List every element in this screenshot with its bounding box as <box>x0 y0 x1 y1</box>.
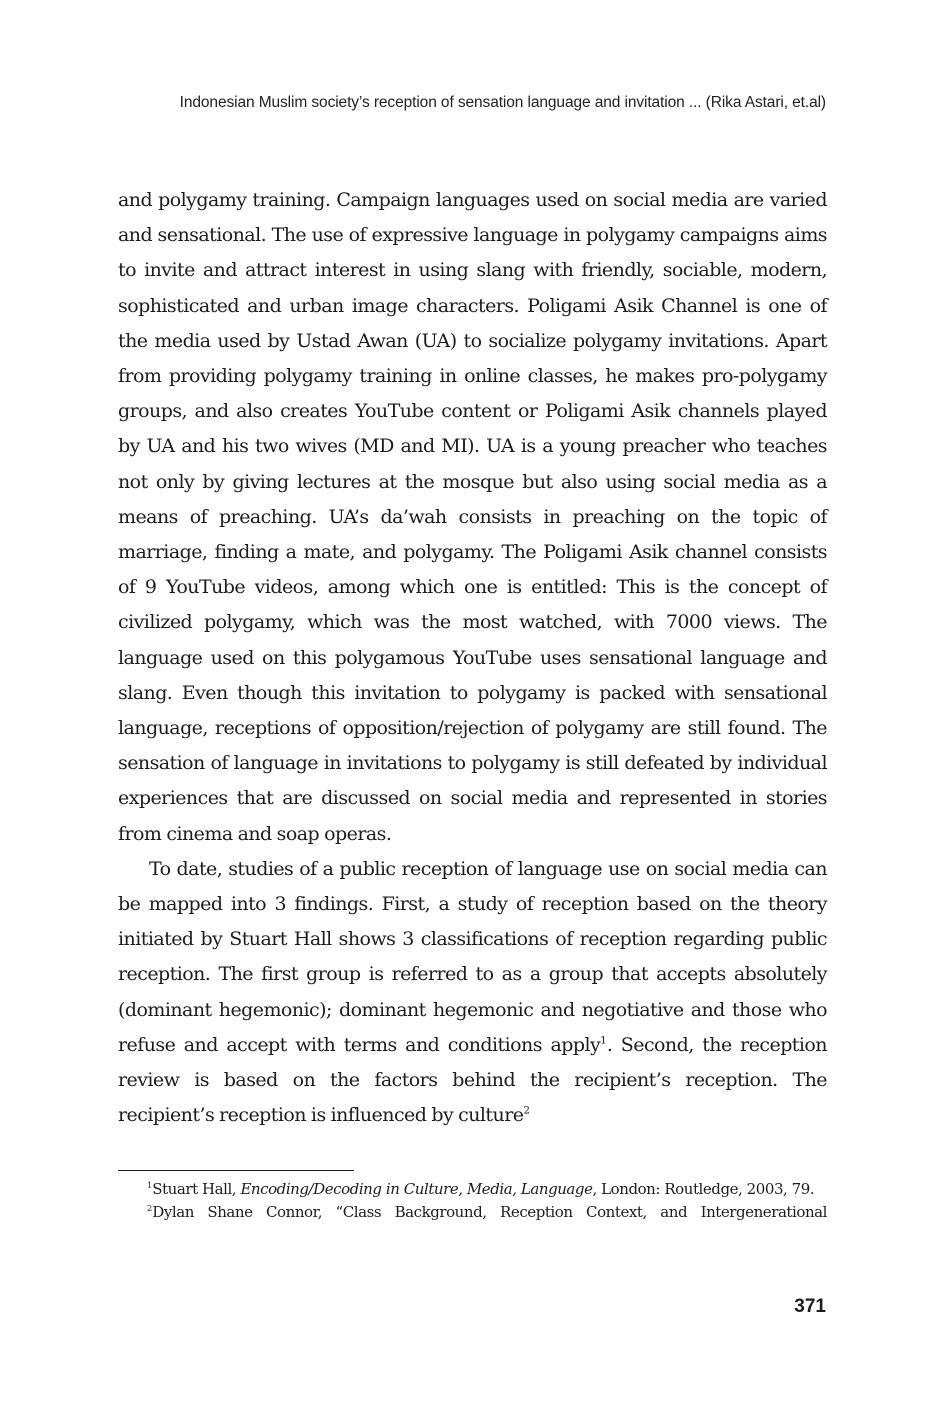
footnote-reference: 1 <box>600 1034 607 1047</box>
footnote-number: 1 <box>147 1180 153 1190</box>
paragraph <box>118 852 827 1134</box>
footnote-reference: 2 <box>523 1104 531 1117</box>
page-number: 371 <box>794 1296 826 1317</box>
footnote <box>118 1201 827 1224</box>
footnotes <box>118 1178 827 1224</box>
footnote-title: Encoding/Decoding in Culture, Media, Language <box>240 1180 593 1198</box>
body-text <box>118 183 827 1133</box>
paragraph-text: . Second, the reception review is based on the factors behind the recipient’s reception. The recipient’s reception is influenced by culture <box>118 1033 827 1127</box>
footnote <box>118 1178 827 1201</box>
running-header: Indonesian Muslim society’s reception of sensation language and invitation ... (Rika Astari, et.al) <box>179 94 826 111</box>
footnote-number: 2 <box>147 1203 153 1213</box>
footnote-text: Dylan Shane Connor, “Class Background, Reception Context, and Intergenerational <box>152 1203 827 1221</box>
paragraph: and polygamy training. Campaign languages used on social media are varied and sensational. The use of expressive language in polygamy campaigns aims to invite and attract interest in using slang with friendly, sociable, modern, sophisticated and urban image characters. Poligami Asik Channel is one of the media used by Ustad Awan (UA) to socialize polygamy invitations. Apart from providing polygamy training in online classes, he makes pro-polygamy groups, and also creates YouTube content or Poligami Asik channels played by UA and his two wives (MD and MI). UA is a young preacher who teaches not only by giving lectures at the mosque but also using social media as a means of preaching. UA’s da’wah consists in preaching on the topic of marriage, finding a mate, and polygamy. The Poligami Asik channel consists of 9 YouTube videos, among which one is entitled: This is the concept of civilized polygamy, which was the most watched, with 7000 views. The language used on this polygamous YouTube uses sensational language and slang. Even though this invitation to polygamy is packed with sensational language, receptions of opposition/rejection of polygamy are still found. The sensation of language in invitations to polygamy is still defeated by individual experiences that are discussed on social media and represented in stories from cinema and soap operas. <box>118 189 827 845</box>
footnote-divider <box>118 1170 354 1171</box>
paragraph-text: To date, studies of a public reception of language use on social media can be mapped into 3 findings. First, a study of reception based on the theory initiated by Stuart Hall shows 3 classifications of reception regarding public reception. The first group is referred to as a group that accepts absolutely (dominant hegemonic); dominant hegemonic and negotiative and those who refuse and accept with terms and conditions apply <box>118 857 827 1056</box>
footnote-author: Stuart Hall, <box>152 1180 241 1198</box>
footnote-citation: , London: Routledge, 2003, 79. <box>592 1180 815 1198</box>
